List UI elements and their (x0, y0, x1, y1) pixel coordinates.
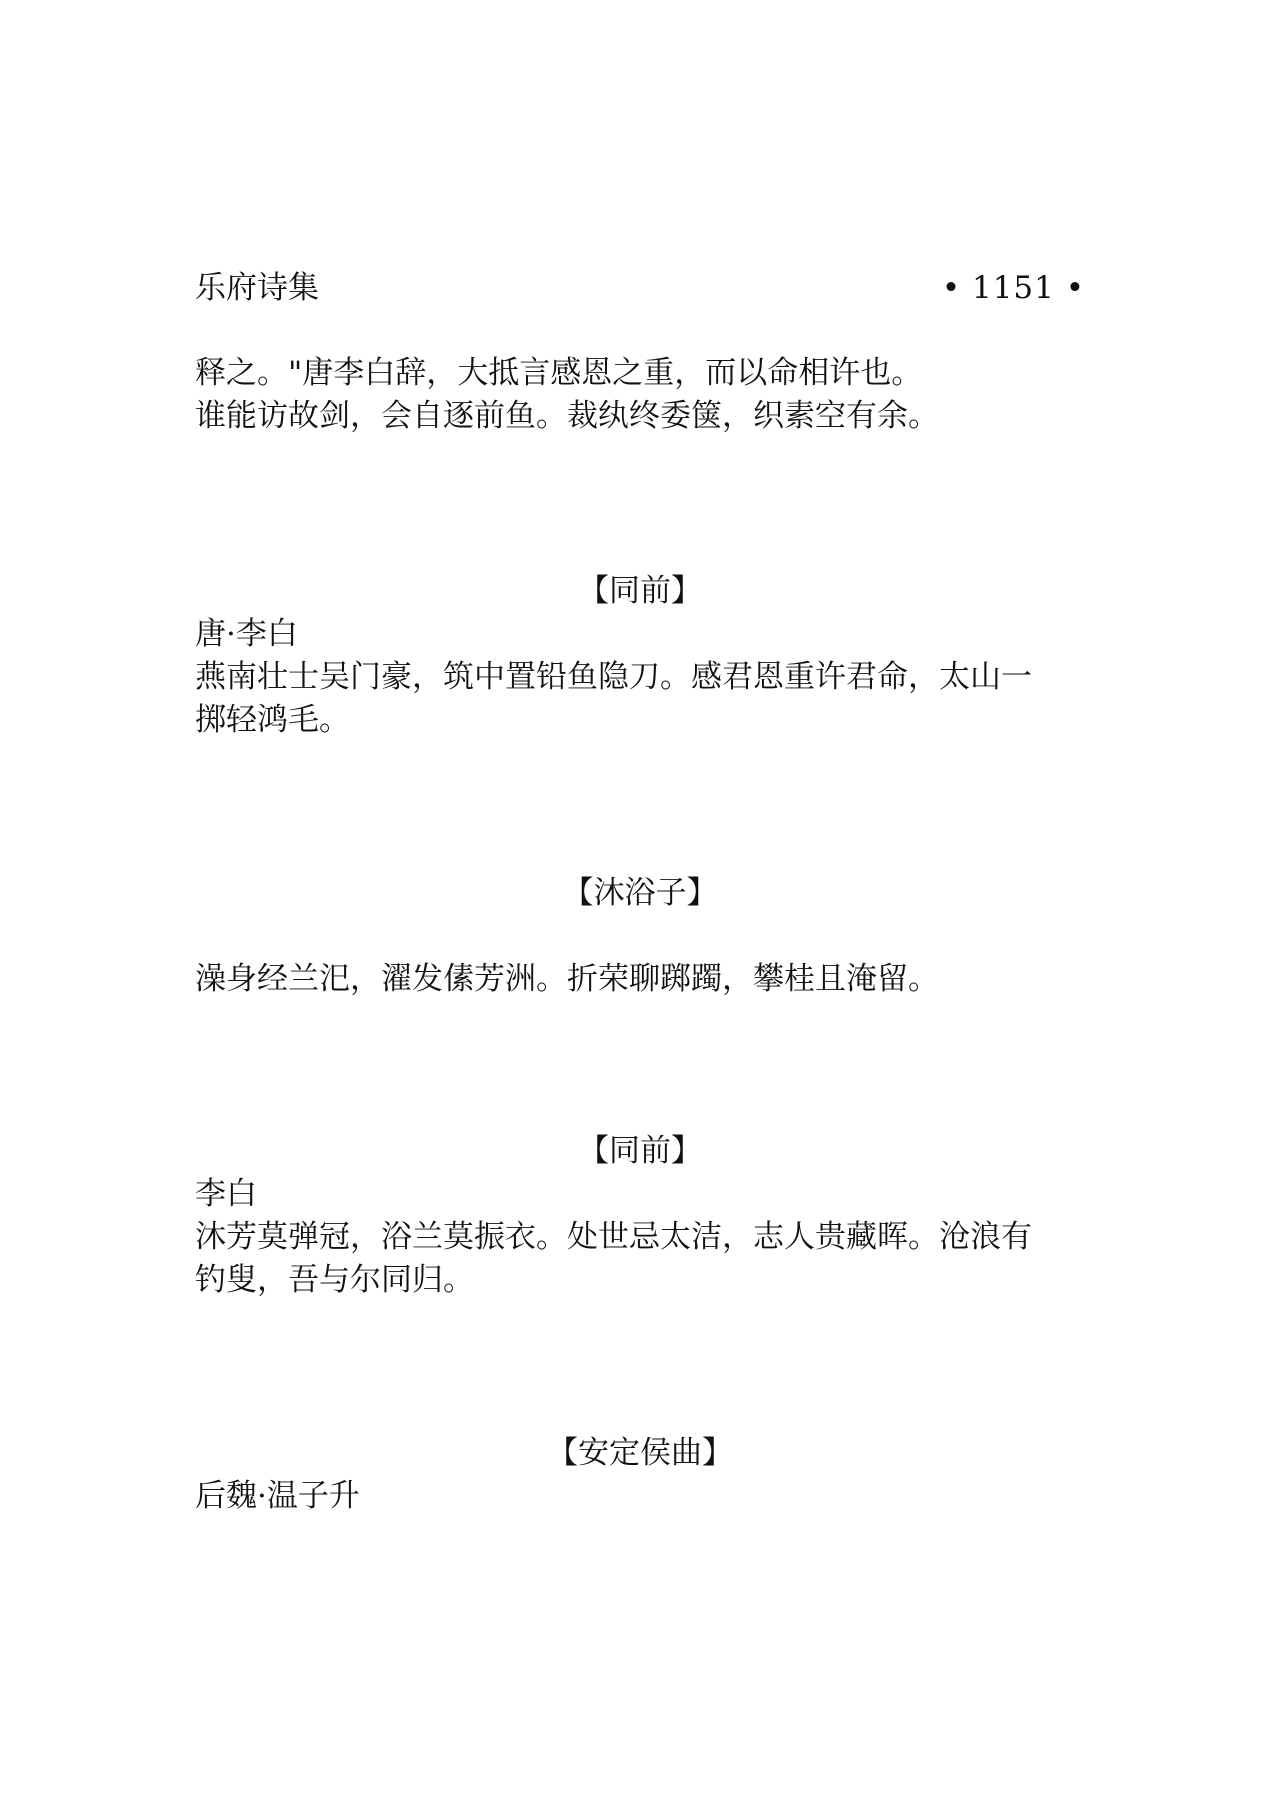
poem-line: 澡身经兰汜，濯发傃芳洲。折荣聊踯躅，攀桂且淹留。 (195, 961, 939, 997)
section-title: 【安定侯曲】 (547, 1435, 733, 1471)
intro-line-2: 谁能访故剑，会自逐前鱼。裁纨终委箧，织素空有余。 (195, 398, 939, 434)
poem-line: 沐芳莫弹冠，浴兰莫振衣。处世忌太洁，志人贵藏晖。沧浪有 (195, 1219, 1032, 1255)
section-author: 唐·李白 (195, 616, 298, 652)
page-number: • 1151 • (941, 270, 1085, 306)
section-title: 【同前】 (578, 1133, 702, 1169)
book-title: 乐府诗集 (195, 270, 319, 306)
section-title: 【沐浴子】 (562, 875, 718, 911)
poem-line: 掷轻鸿毛。 (195, 702, 350, 738)
page-header (195, 268, 1085, 308)
intro-line-1: 释之。"唐李白辞，大抵言感恩之重，而以命相许也。 (195, 355, 923, 391)
section-title: 【同前】 (578, 573, 702, 609)
section-author: 李白 (195, 1176, 257, 1212)
poem-line: 钓叟，吾与尔同归。 (195, 1262, 474, 1298)
section-author: 后魏·温子升 (195, 1478, 360, 1514)
poem-line: 燕南壮士吴门豪，筑中置铅鱼隐刀。感君恩重许君命，太山一 (195, 659, 1032, 695)
